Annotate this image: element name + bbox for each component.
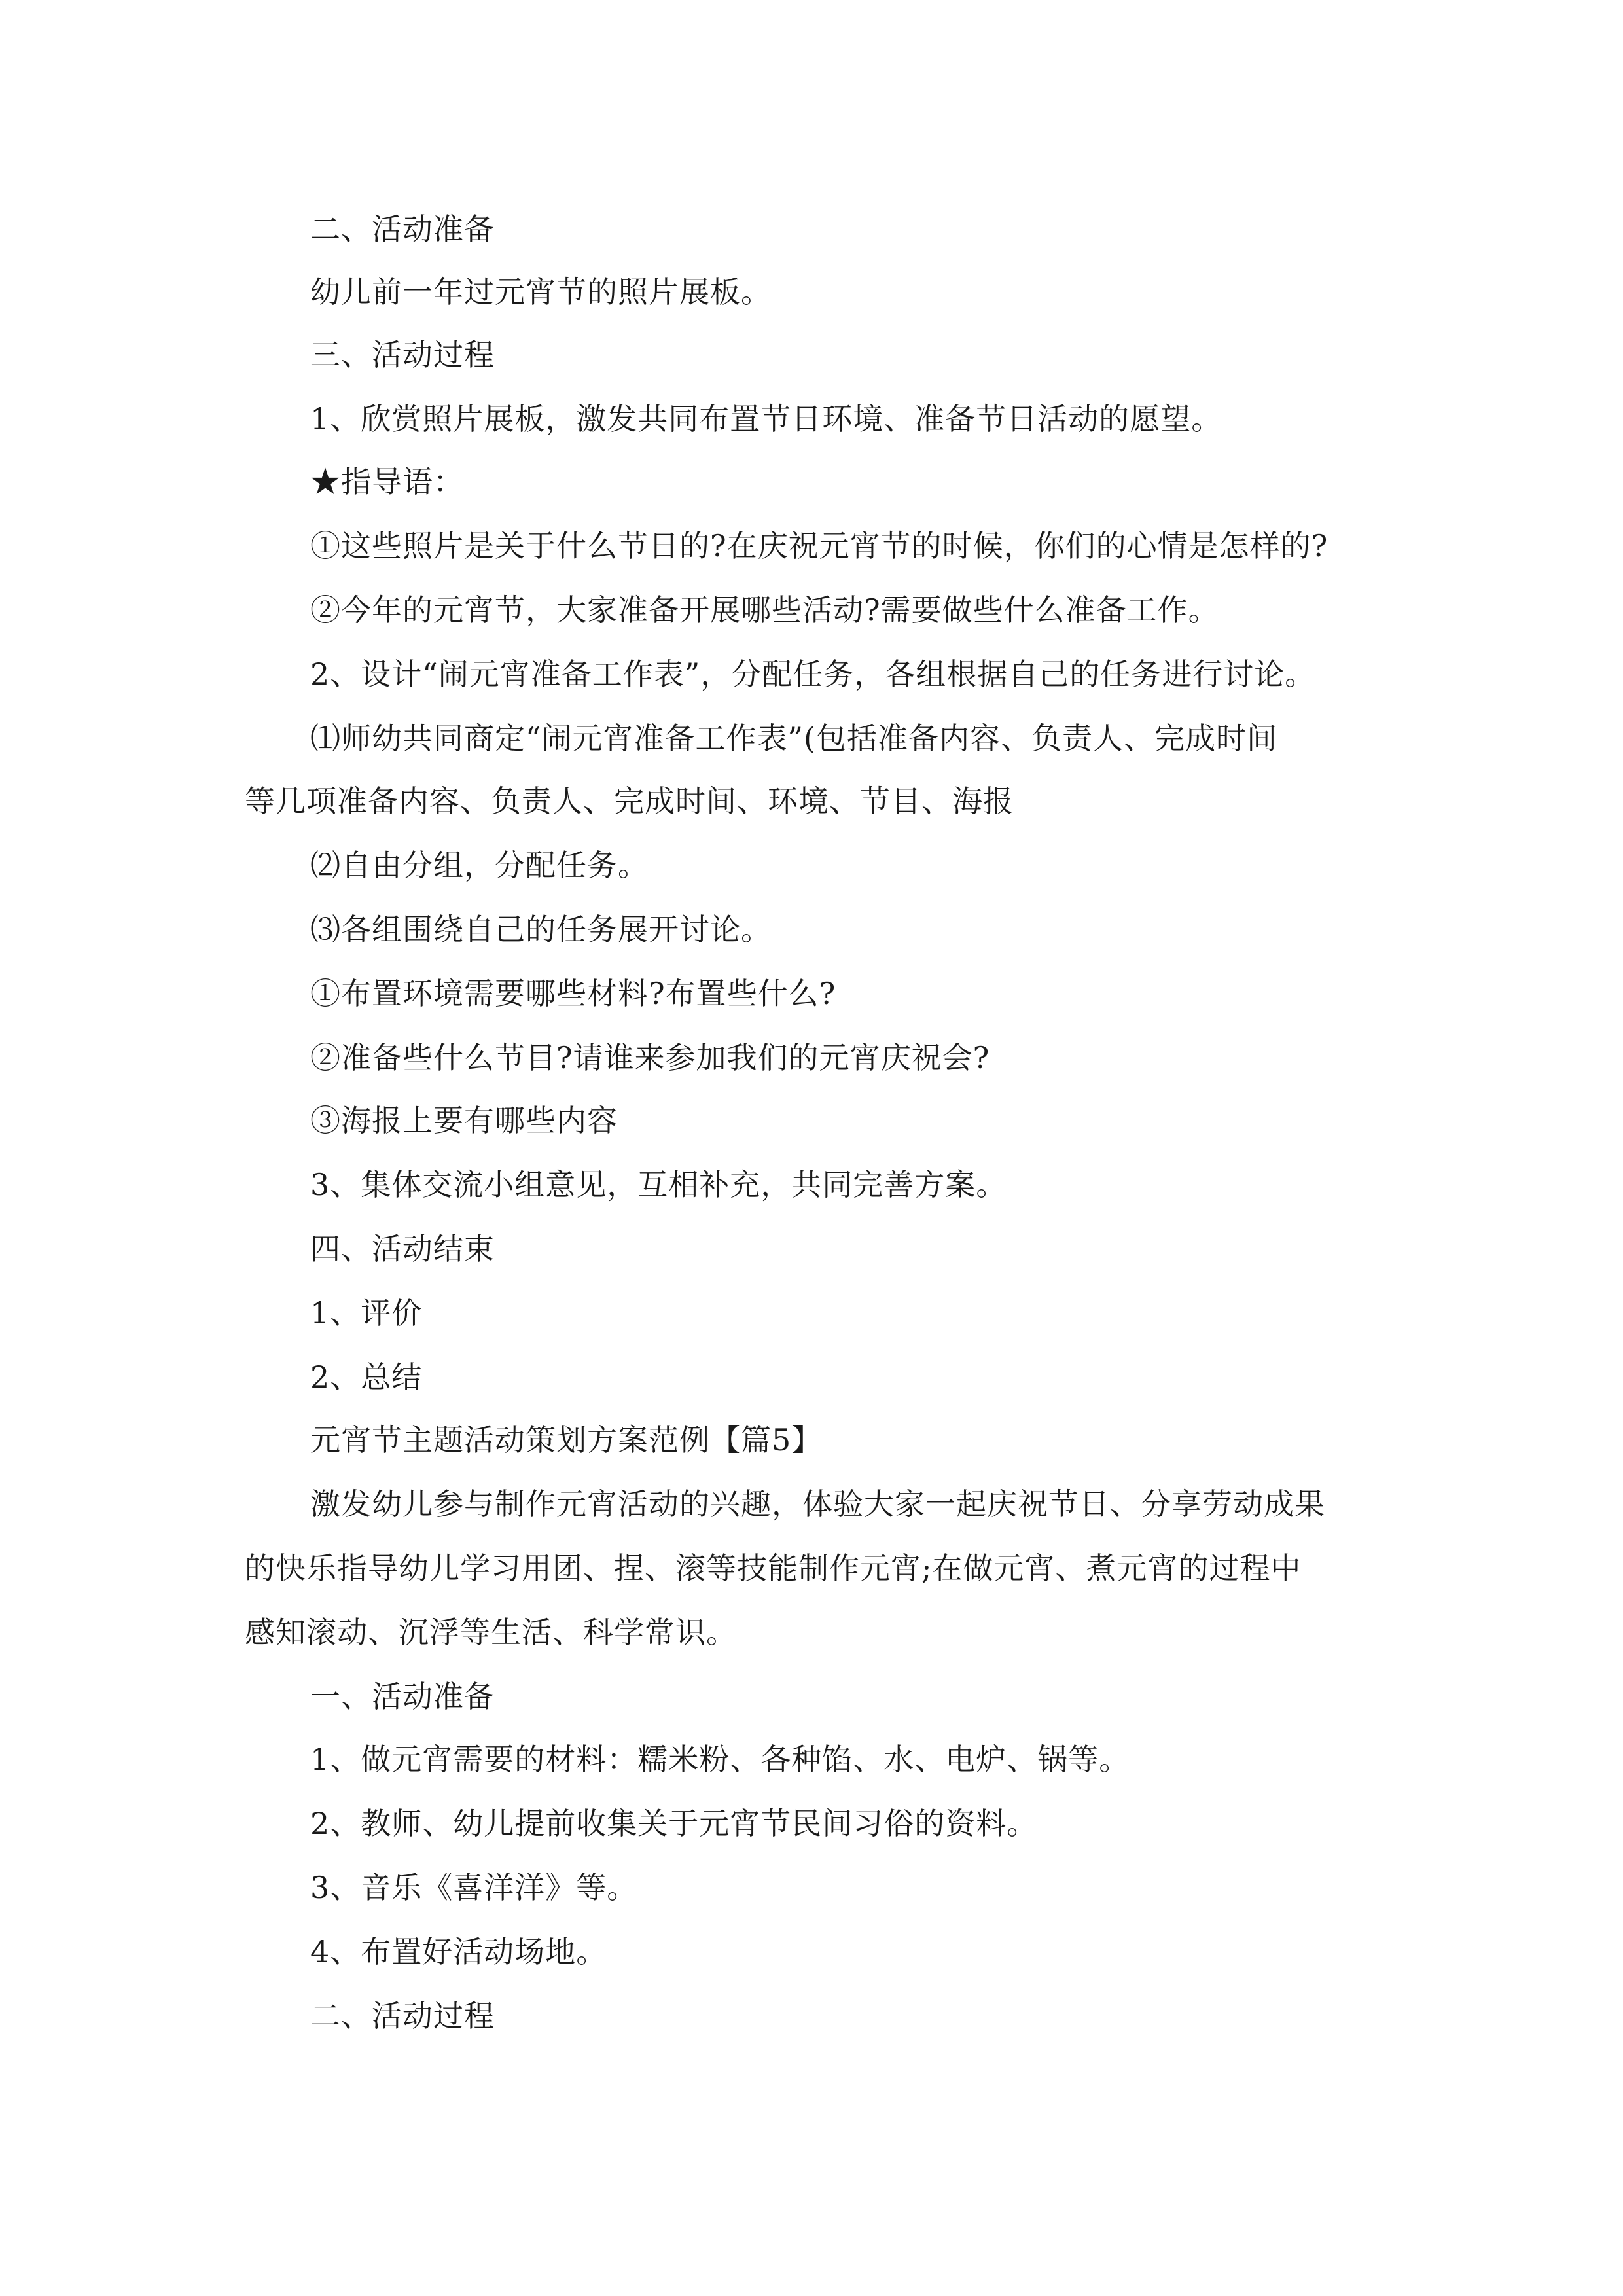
paragraph-substep-1-continued: 等几项准备内容、负责人、完成时间、环境、节目、海报 [245, 783, 1014, 819]
paragraph-photo-board: 幼儿前一年过元宵节的照片展板。 [310, 274, 772, 310]
section-heading-process: 三、活动过程 [310, 337, 495, 372]
preparation-item-4: 4、布置好活动场地。 [310, 1934, 607, 1969]
intro-paragraph-line-2: 的快乐指导幼儿学习用团、捏、滚等技能制作元宵;在做元宵、煮元宵的过程中 [245, 1551, 1302, 1586]
conclusion-item-1: 1、评价 [310, 1295, 423, 1331]
article-title: 元宵节主题活动策划方案范例【篇5】 [310, 1422, 823, 1458]
section-heading-preparation-2: 一、活动准备 [310, 1679, 495, 1714]
section-heading-conclusion: 四、活动结束 [310, 1231, 495, 1266]
section-heading-preparation: 二、活动准备 [310, 211, 495, 247]
intro-paragraph-line-1: 激发幼儿参与制作元宵活动的兴趣，体验大家一起庆祝节日、分享劳动成果 [310, 1486, 1325, 1522]
preparation-item-1: 1、做元宵需要的材料：糯米粉、各种馅、水、电炉、锅等。 [310, 1742, 1130, 1777]
paragraph-step-1: 1、欣赏照片展板，激发共同布置节日环境、准备节日活动的愿望。 [310, 401, 1222, 437]
paragraph-step-3: 3、集体交流小组意见，互相补充，共同完善方案。 [310, 1167, 1007, 1202]
section-heading-process-2: 二、活动过程 [310, 1998, 495, 2034]
guidance-question-2: ②今年的元宵节，大家准备开展哪些活动?需要做些什么准备工作。 [310, 592, 1219, 628]
preparation-item-3: 3、音乐《喜洋洋》等。 [310, 1870, 638, 1905]
conclusion-item-2: 2、总结 [310, 1359, 423, 1395]
discussion-point-2: ②准备些什么节目?请谁来参加我们的元宵庆祝会? [310, 1040, 990, 1075]
guidance-question-1: ①这些照片是关于什么节日的?在庆祝元宵节的时候，你们的心情是怎样的? [310, 528, 1329, 564]
discussion-point-1: ①布置环境需要哪些材料?布置些什么? [310, 976, 836, 1011]
guidance-heading: ★指导语： [310, 464, 464, 499]
intro-paragraph-line-3: 感知滚动、沉浮等生活、科学常识。 [245, 1615, 737, 1650]
paragraph-substep-1: ⑴师幼共同商定“闹元宵准备工作表”(包括准备内容、负责人、完成时间 [310, 721, 1277, 756]
discussion-point-3: ③海报上要有哪些内容 [310, 1103, 618, 1138]
paragraph-substep-2: ⑵自由分组，分配任务。 [310, 848, 649, 883]
paragraph-substep-3: ⑶各组围绕自己的任务展开讨论。 [310, 912, 772, 947]
paragraph-step-2: 2、设计“闹元宵准备工作表”，分配任务，各组根据自己的任务进行讨论。 [310, 656, 1316, 692]
preparation-item-2: 2、教师、幼儿提前收集关于元宵节民间习俗的资料。 [310, 1806, 1038, 1841]
